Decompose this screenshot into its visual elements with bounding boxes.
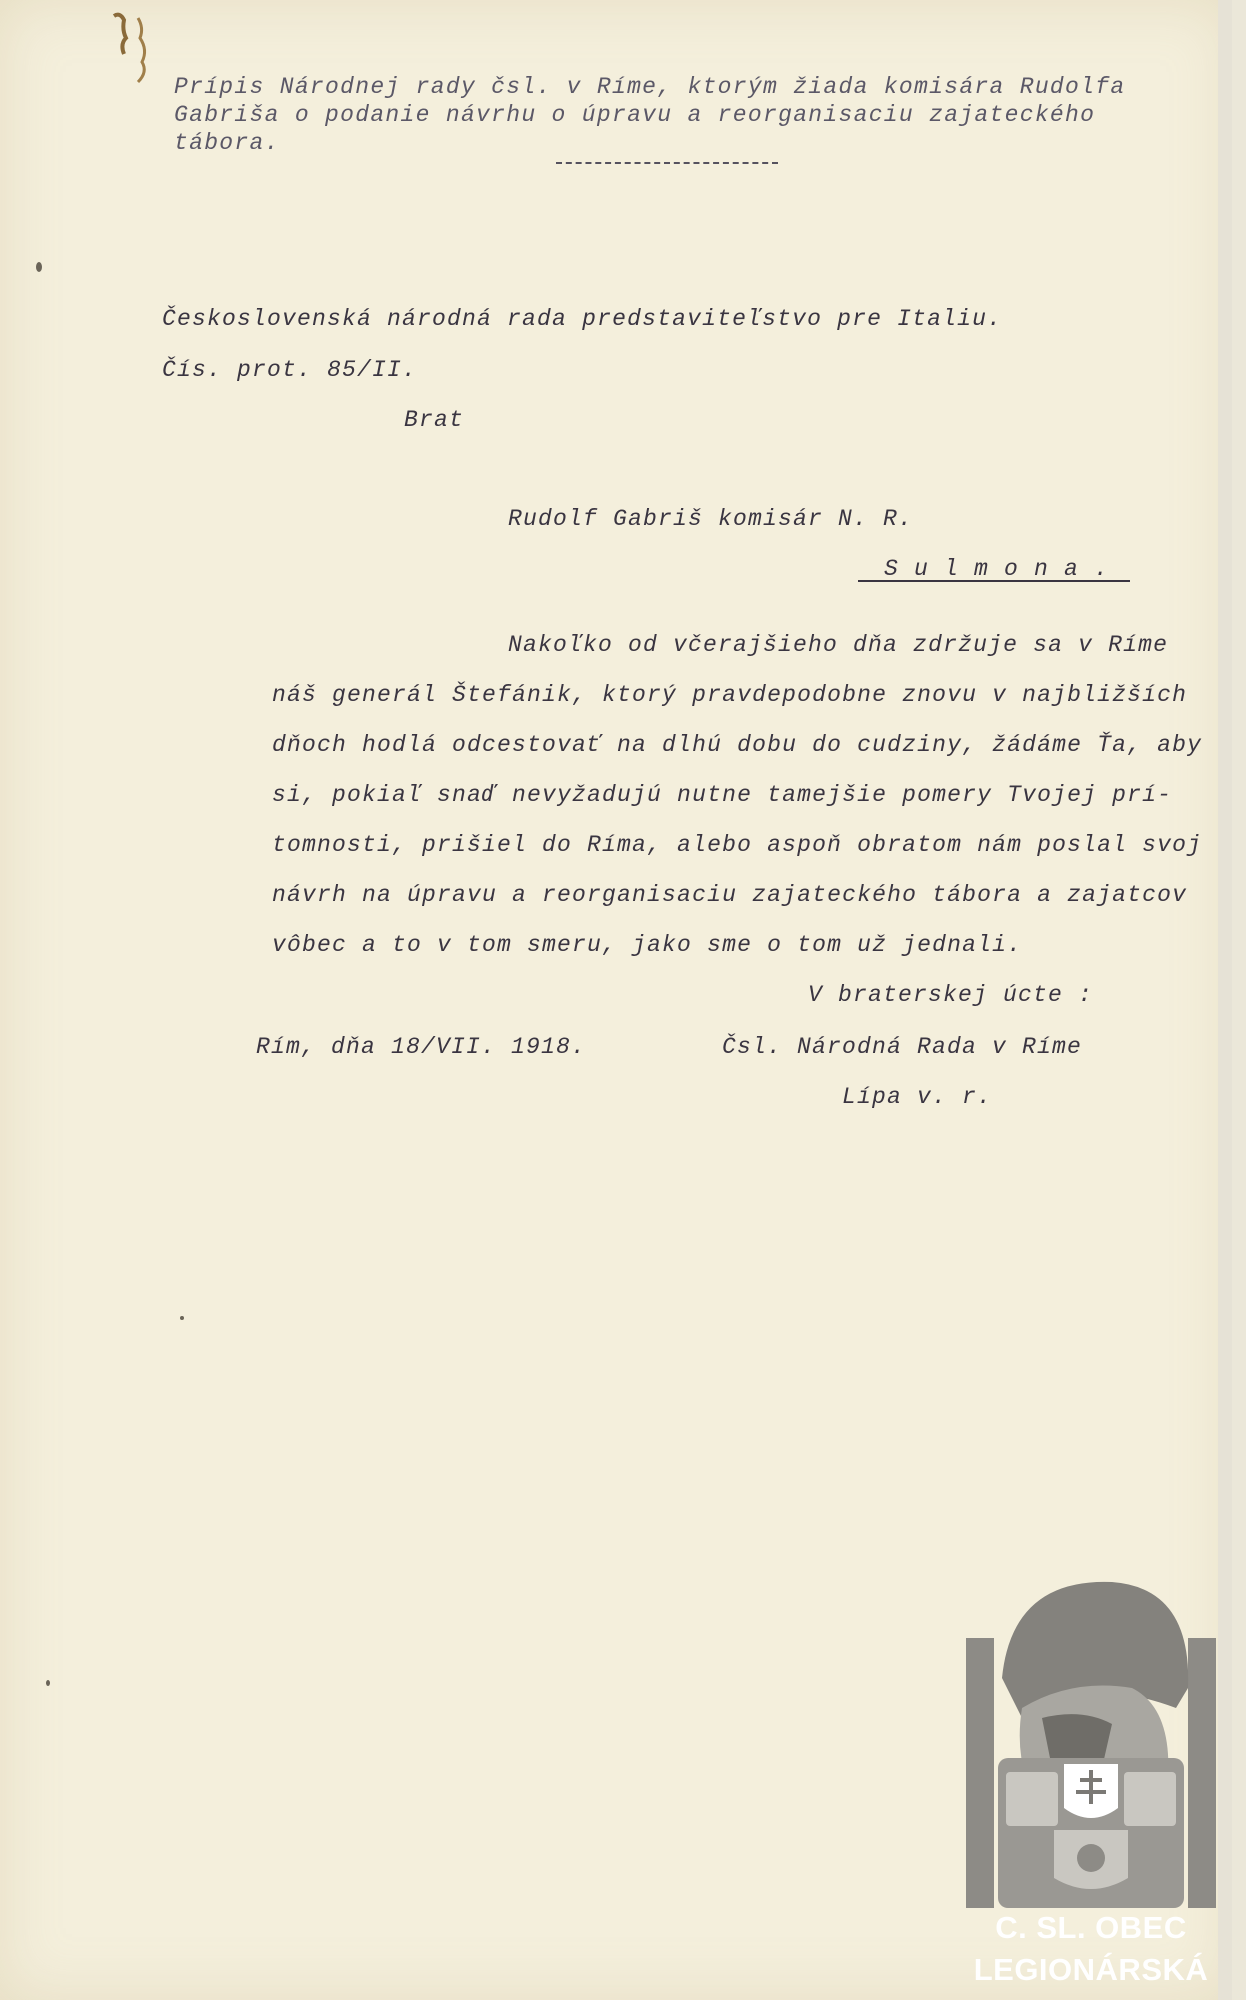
body-line-4: si, pokiaľ snaď nevyžadujú nutne tamejšie pomery Tvojej prí-	[272, 782, 1173, 808]
logo-text-top: C. SL. OBEC	[995, 1910, 1187, 1945]
body-line-6: návrh na úpravu a reorganisaciu zajateckého tábora a zajatcov	[272, 882, 1188, 908]
heading-line-3: tábora.	[174, 130, 280, 156]
recipient-name: Rudolf Gabriš komisár N. R.	[508, 506, 914, 532]
paper-speck	[46, 1680, 50, 1686]
logo-text-bottom: LEGIONÁRSKÁ	[973, 1952, 1209, 1987]
heading-line-2: Gabriša o podanie návrhu o úpravu a reorganisaciu zajateckého	[174, 102, 1096, 128]
signature-organization: Čsl. Národná Rada v Ríme	[722, 1034, 1083, 1060]
paper-speck	[36, 262, 42, 272]
body-line-1: Nakoľko od včerajšieho dňa zdržuje sa v Ríme	[508, 632, 1169, 658]
torn-corner-mark	[108, 10, 160, 90]
heading-divider	[556, 162, 778, 164]
recipient-place: S u l m o n a .	[884, 556, 1110, 582]
recipient-place-underline	[858, 580, 1130, 582]
heading-line-1: Prípis Národnej rady čsl. v Ríme, ktorým žiada komisára Rudolfa	[174, 74, 1126, 100]
body-line-2: náš generál Štefánik, ktorý pravdepodobne znovu v najbližších	[272, 682, 1188, 708]
closing: V braterskej úcte :	[808, 982, 1094, 1008]
salutation: Brat	[404, 407, 465, 433]
page-edge	[1218, 0, 1232, 2000]
legion-watermark-logo	[962, 1568, 1220, 1988]
signature-name: Lípa v. r.	[842, 1084, 993, 1110]
legionnaire-emblem-icon	[962, 1568, 1220, 1908]
protocol-number: Čís. prot. 85/II.	[162, 357, 418, 383]
paper-speck	[180, 1316, 184, 1320]
body-line-7: vôbec a to v tom smeru, jako sme o tom už jednali.	[272, 932, 1023, 958]
body-line-3: dňoch hodlá odcestovať na dlhú dobu do cudziny, žádáme Ťa, aby	[272, 732, 1203, 758]
sender-organization: Československá národná rada predstaviteľstvo pre Italiu.	[162, 306, 1003, 332]
body-line-5: tomnosti, prišiel do Ríma, alebo aspoň obratom nám poslal svoj	[272, 832, 1203, 858]
place-date: Rím, dňa 18/VII. 1918.	[256, 1034, 587, 1060]
